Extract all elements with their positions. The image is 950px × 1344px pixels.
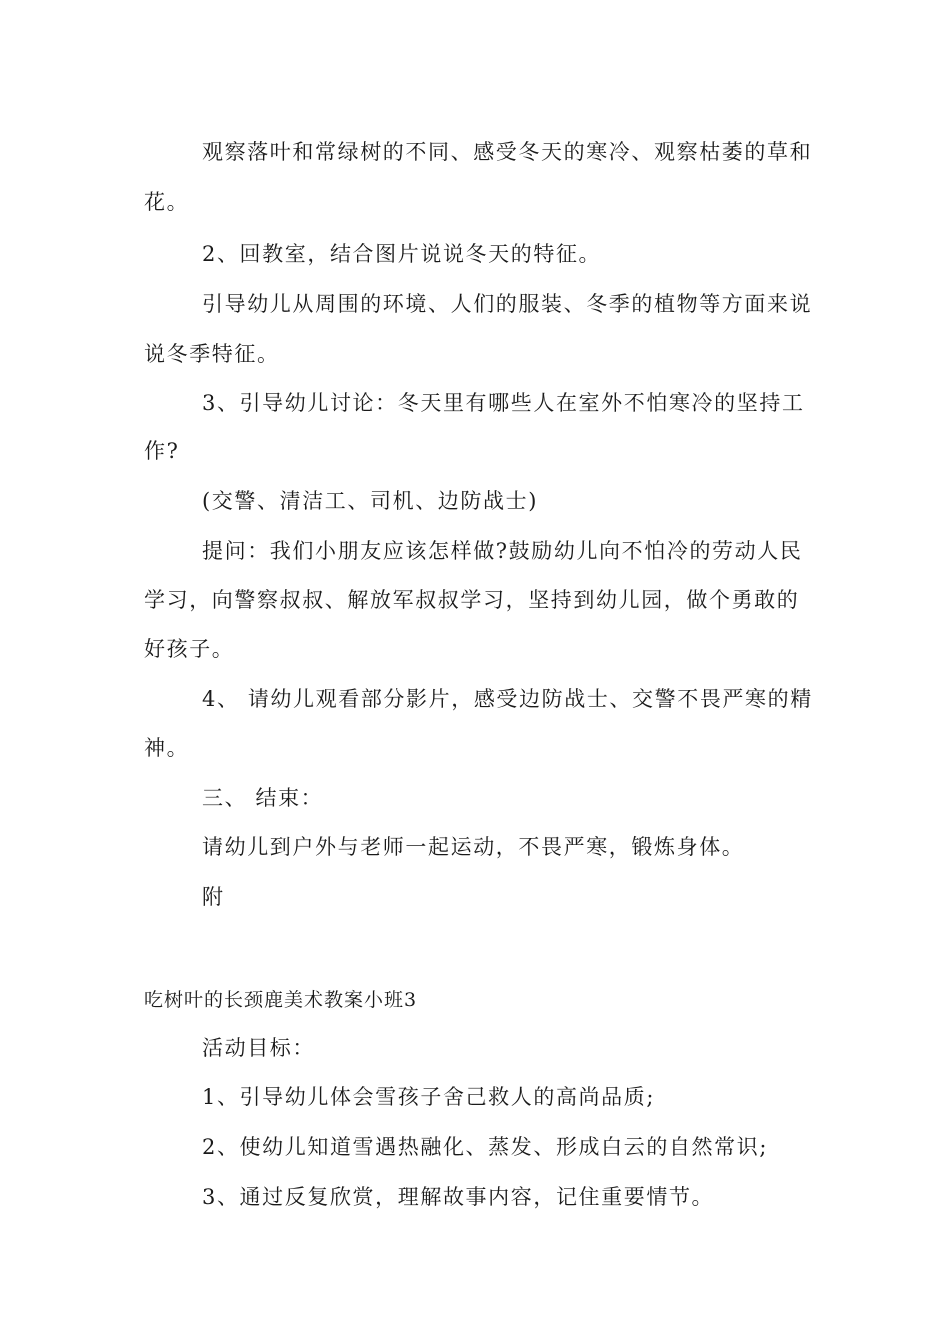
paragraph-line: 作? xyxy=(144,439,180,463)
paragraph-line: 活动目标： xyxy=(202,1036,315,1060)
paragraph-line: 3、通过反复欣赏，理解故事内容，记住重要情节。 xyxy=(202,1185,715,1209)
paragraph-line: 观察落叶和常绿树的不同、感受冬天的寒冷、观察枯萎的草和 xyxy=(202,140,813,164)
section-title: 吃树叶的长颈鹿美术教案小班3 xyxy=(144,989,418,1011)
paragraph-line: 花。 xyxy=(144,190,190,214)
paragraph-line: 神。 xyxy=(144,736,190,760)
paragraph-line: 4、 请幼儿观看部分影片，感受边防战士、交警不畏严寒的精 xyxy=(202,687,813,711)
paragraph-line: 好孩子。 xyxy=(144,637,235,661)
paragraph-line: 说冬季特征。 xyxy=(144,342,280,366)
paragraph-line: 请幼儿到户外与老师一起运动，不畏严寒，锻炼身体。 xyxy=(202,835,745,859)
paragraph-line: 3、引导幼儿讨论：冬天里有哪些人在室外不怕寒冷的坚持工 xyxy=(202,391,805,415)
paragraph-line: 2、使幼儿知道雪遇热融化、蒸发、形成白云的自然常识; xyxy=(202,1135,769,1159)
paragraph-line: 提问：我们小朋友应该怎样做?鼓励幼儿向不怕冷的劳动人民 xyxy=(202,539,803,563)
paragraph-line: 1、引导幼儿体会雪孩子舍己救人的高尚品质; xyxy=(202,1085,656,1109)
paragraph-line: (交警、清洁工、司机、边防战士) xyxy=(202,489,538,513)
paragraph-line: 引导幼儿从周围的环境、人们的服装、冬季的植物等方面来说 xyxy=(202,292,813,316)
paragraph-line: 附 xyxy=(202,885,225,909)
paragraph-line: 2、回教室，结合图片说说冬天的特征。 xyxy=(202,242,602,266)
paragraph-line: 学习，向警察叔叔、解放军叔叔学习，坚持到幼儿园，做个勇敢的 xyxy=(144,588,800,612)
paragraph-line: 三、 结束： xyxy=(202,786,324,810)
